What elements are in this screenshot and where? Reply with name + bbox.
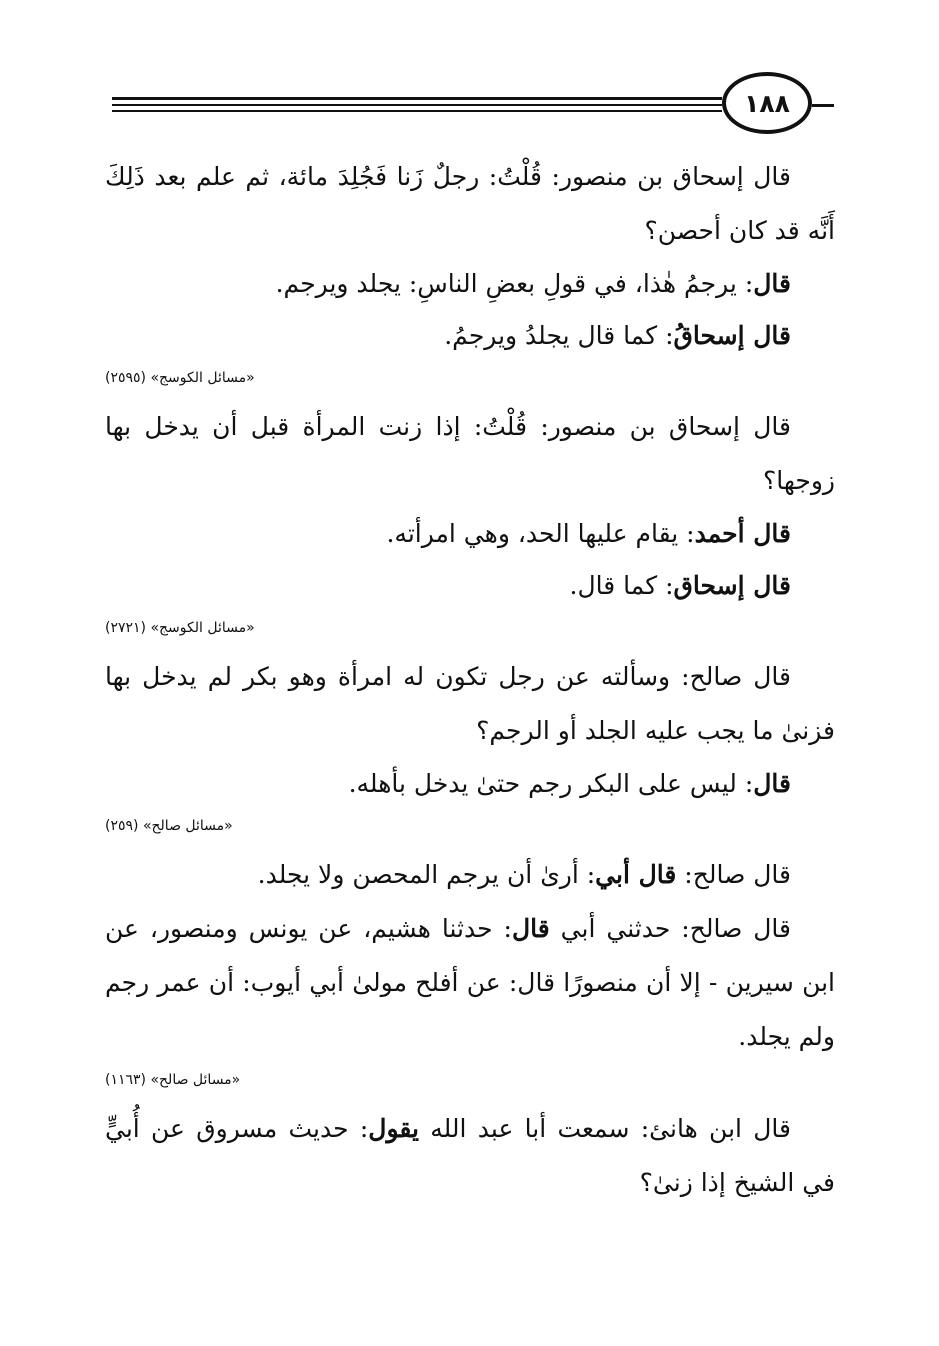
header-rule bbox=[112, 110, 722, 112]
header-rule bbox=[112, 104, 722, 106]
narration-paragraph bbox=[105, 902, 835, 1064]
speaker: قال أبي bbox=[595, 860, 677, 889]
answer-line bbox=[105, 758, 835, 810]
speaker: قال bbox=[753, 269, 791, 298]
question-paragraph: قال إسحاق بن منصور: قُلْتُ: رجلٌ زَنا فَجُلِدَ مائة، ثم علم بعد ذَلِكَ أَنَّه قد كان أحصن؟ bbox=[105, 162, 835, 245]
answer-text: : يرجمُ هٰذا، في قولِ بعضِ الناسِ: يجلد ويرجم. bbox=[275, 269, 754, 298]
source-citation: «مسائل الكوسج» (٢٧٢١) bbox=[105, 620, 255, 636]
answer-text: : كما قال يجلدُ ويرجمُ. bbox=[444, 321, 674, 350]
answer-line bbox=[105, 258, 835, 310]
source-citation: «مسائل الكوسج» (٢٥٩٥) bbox=[105, 370, 255, 386]
question-paragraph bbox=[105, 1102, 835, 1210]
speaker: قال إسحاقُ bbox=[673, 321, 791, 350]
speaker: قال bbox=[753, 769, 791, 798]
answer-text: : يقام عليها الحد، وهي امرأته. bbox=[386, 519, 695, 548]
narration-line bbox=[105, 848, 835, 902]
answer-text: : كما قال. bbox=[569, 571, 674, 600]
answer-line bbox=[105, 310, 835, 362]
speaker: قال إسحاق bbox=[673, 571, 791, 600]
narration-text: قال صالح: حدثني أبي bbox=[549, 914, 791, 943]
header-rule-right bbox=[812, 104, 834, 107]
narration-text: : أرىٰ أن يرجم المحصن ولا يجلد. bbox=[257, 860, 596, 889]
narration-text: : حدثنا هشيم، عن يونس ومنصور، عن ابن سيرين - إلا أن منصورًا قال: عن أفلح مولىٰ أبي أيوب: أن عمر رجم ولم يجلد. bbox=[105, 914, 835, 1051]
source-citation: «مسائل صالح» (١١٦٣) bbox=[105, 1072, 241, 1088]
header-rule bbox=[112, 97, 722, 100]
narration-text: قال صالح: bbox=[676, 860, 791, 889]
page-number: ١٨٨ bbox=[722, 72, 812, 134]
question-paragraph: قال صالح: وسألته عن رجل تكون له امرأة وهو بكر لم يدخل بها فزنىٰ ما يجب عليه الجلد أو الرجم؟ bbox=[105, 662, 835, 745]
question-paragraph: قال إسحاق بن منصور: قُلْتُ: إذا زنت المرأة قبل أن يدخل بها زوجها؟ bbox=[105, 412, 835, 495]
answer-text: : ليس على البكر رجم حتىٰ يدخل بأهله. bbox=[348, 769, 754, 798]
answer-line bbox=[105, 508, 835, 560]
narration-text: : حديث مسروق عن أُبيٍّ في الشيخ إذا زنىٰ؟ bbox=[105, 1114, 835, 1197]
speaker: يقول bbox=[368, 1114, 419, 1143]
speaker: قال أحمد bbox=[694, 519, 791, 548]
speaker: قال bbox=[511, 914, 550, 943]
page-body bbox=[105, 150, 835, 1210]
narration-text: قال ابن هانئ: سمعت أبا عبد الله bbox=[418, 1114, 791, 1143]
answer-line bbox=[105, 560, 835, 612]
source-citation: «مسائل صالح» (٢٥٩) bbox=[105, 818, 233, 834]
